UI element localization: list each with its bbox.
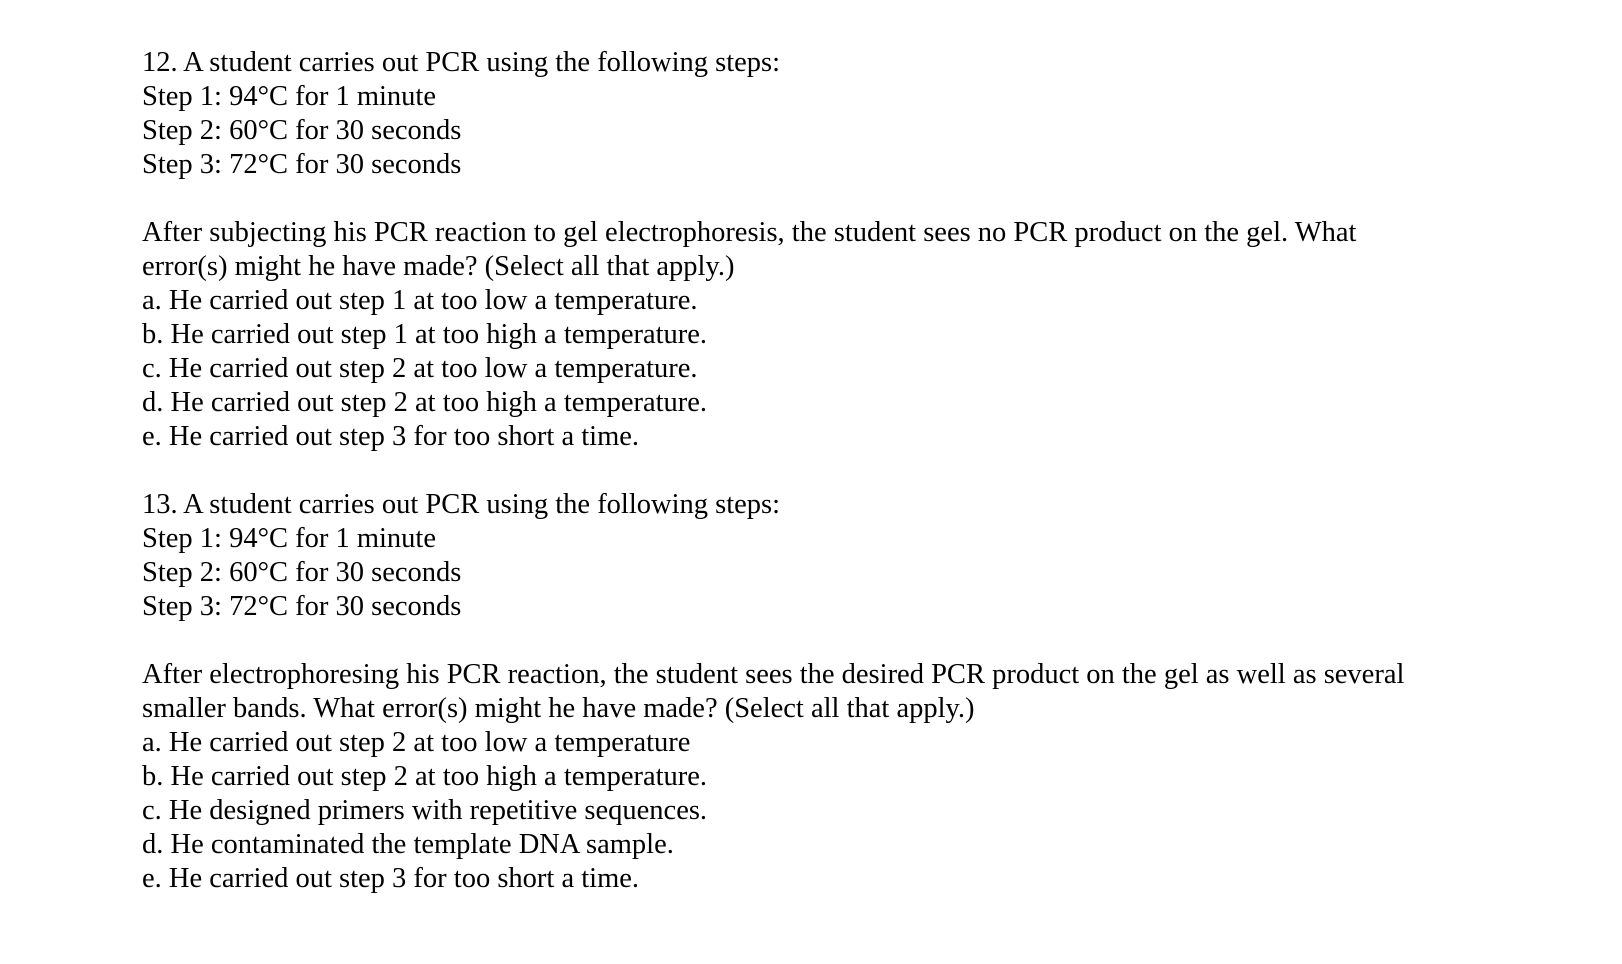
pcr-step: Step 3: 72°C for 30 seconds — [142, 149, 462, 180]
question-prompt-line: smaller bands. What error(s) might he have made? (Select all that apply.) — [142, 693, 975, 724]
answer-option: b. He carried out step 1 at too high a temperature. — [142, 319, 708, 350]
question-header: 12. A student carries out PCR using the following steps: — [142, 47, 781, 78]
answer-option: a. He carried out step 2 at too low a temperature — [142, 727, 691, 758]
pcr-step: Step 1: 94°C for 1 minute — [142, 523, 437, 554]
pcr-step: Step 1: 94°C for 1 minute — [142, 81, 437, 112]
answer-option: b. He carried out step 2 at too high a temperature. — [142, 761, 708, 792]
question-header: 13. A student carries out PCR using the following steps: — [142, 489, 781, 520]
answer-option: d. He contaminated the template DNA sample. — [142, 829, 674, 860]
pcr-step: Step 2: 60°C for 30 seconds — [142, 115, 462, 146]
pcr-step: Step 2: 60°C for 30 seconds — [142, 557, 462, 588]
question-prompt-line: After subjecting his PCR reaction to gel electrophoresis, the student sees no PCR product on the gel. What — [142, 217, 1357, 248]
document-page — [142, 46, 1582, 896]
question-13 — [142, 488, 1582, 896]
pcr-step: Step 3: 72°C for 30 seconds — [142, 591, 462, 622]
spacer — [142, 624, 1582, 658]
question-prompt-line: error(s) might he have made? (Select all that apply.) — [142, 251, 735, 282]
question-prompt-line: After electrophoresing his PCR reaction, the student sees the desired PCR product on the gel as well as several — [142, 659, 1405, 690]
answer-option: a. He carried out step 1 at too low a temperature. — [142, 285, 698, 316]
answer-option: e. He carried out step 3 for too short a time. — [142, 421, 640, 452]
answer-option: d. He carried out step 2 at too high a temperature. — [142, 387, 708, 418]
answer-option: c. He designed primers with repetitive sequences. — [142, 795, 708, 826]
spacer — [142, 182, 1582, 216]
question-12 — [142, 46, 1582, 454]
answer-option: c. He carried out step 2 at too low a temperature. — [142, 353, 698, 384]
answer-option: e. He carried out step 3 for too short a time. — [142, 863, 640, 894]
